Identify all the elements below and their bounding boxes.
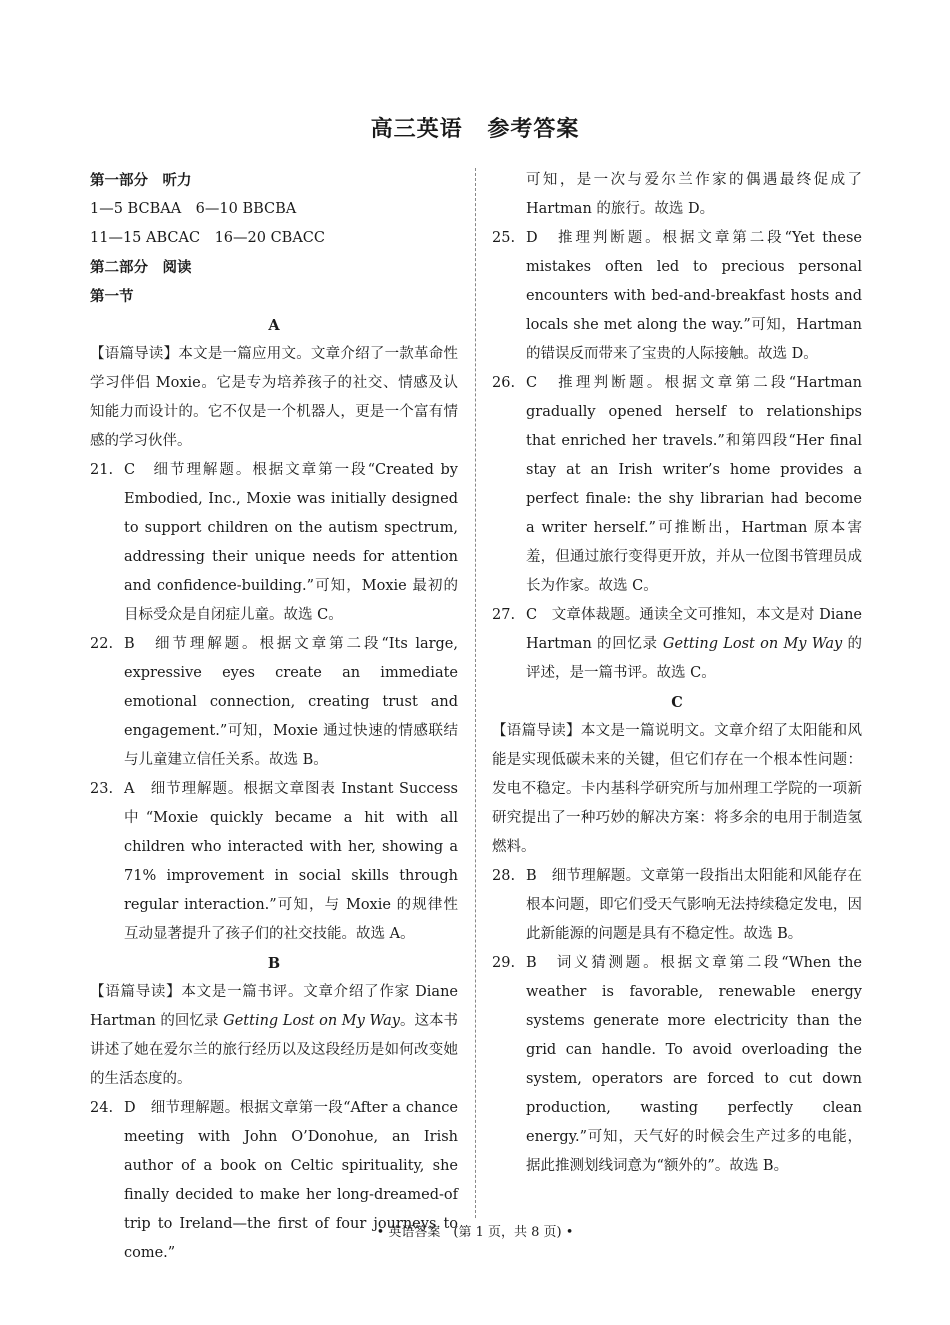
question-answer: C 推理判断题。根据文章第二段“Hartman gradually opened herself to relationships that enriched her travels.”和第四段“Her final stay at an Irish writer’s home provides a perfect finale: the shy librarian had become a writer herself.”可推断出，Hartman 原本害羞，但通过旅行变得更开放，并从一位图书管理员成长为作家。故选 C。 [526, 375, 862, 594]
question-number: 27. [492, 607, 516, 623]
page-title [0, 112, 950, 143]
passage-c-heading: C [671, 694, 683, 711]
question-answer: D 推理判断题。根据文章第二段“Yet these mistakes often led to precious personal encounters with bed-and-breakfast hosts and locals she met along the way.”可知，Hartman 的错误反而带来了宝贵的人际接触。故选 D。 [526, 230, 862, 362]
passage-c-intro: 【语篇导读】本文是一篇说明文。文章介绍了太阳能和风能是实现低碳未来的关键，但它们存在一个根本性问题：发电不稳定。卡内基科学研究所与加州理工学院的一项新研究提出了一种巧妙的解决方案：将多余的电用于制造氢燃料。 [492, 723, 862, 855]
listening-answers-1: 1—5 BCBAA 6—10 BBCBA [90, 201, 297, 217]
passage-a-intro: 【语篇导读】本文是一篇应用文。文章介绍了一款革命性学习伴侣 Moxie。它是专为培养孩子的社交、情感及认知能力而设计的。它不仅是一个机器人，更是一个富有情感的学习伙伴。 [90, 346, 458, 449]
question-27 [492, 601, 862, 688]
passage-b-intro [90, 978, 458, 1094]
question-28 [492, 862, 862, 949]
listening-answers-2: 11—15 ABCAC 16—20 CBACC [90, 230, 325, 246]
right-column [492, 166, 862, 1181]
question-number: 24. [90, 1100, 114, 1116]
column-divider [475, 168, 476, 1218]
part2-heading: 第二部分 阅读 [90, 259, 192, 276]
intro-text: 。这本书讲述了她在爱尔兰的旅行经历以及这段经历是如何改变她的生活态度的。 [90, 1013, 459, 1087]
question-number: 28. [492, 868, 516, 884]
question-number: 26. [492, 375, 516, 391]
book-title: Getting Lost on My Way [662, 636, 843, 652]
question-25 [492, 224, 862, 369]
question-answer: A 细节理解题。根据文章图表 Instant Success 中“Moxie quickly became a hit with all children who interacted with her, showing a 71% improvement in social skills through regular interaction.”可知，与 Moxie 的规律性互动显著提升了孩子们的社交技能。故选 A。 [124, 781, 458, 942]
page-footer: • 英语答案 (第 1 页，共 8 页) • [376, 1225, 574, 1240]
question-number: 22. [90, 636, 114, 652]
title-subject: 高三英语 [370, 116, 463, 142]
question-24 [90, 1094, 458, 1268]
question-21 [90, 456, 458, 630]
question-24-continued: 可知，是一次与爱尔兰作家的偶遇最终促成了 Hartman 的旅行。故选 D。 [526, 172, 862, 217]
question-answer: C 细节理解题。根据文章第一段“Created by Embodied, Inc., Moxie was initially designed to support children on the autism spectrum, addressing their unique needs for attention and confidence-building.”可知，Moxie 最初的目标受众是自闭症儿童。故选 C。 [124, 462, 458, 623]
part1-heading: 第一部分 听力 [90, 172, 192, 189]
question-answer: B 细节理解题。根据文章第二段“Its large, expressive eyes create an immediate emotional connection, creating trust and engagement.”可知，Moxie 通过快速的情感联结与儿童建立信任关系。故选 B。 [124, 636, 458, 768]
question-answer: B 词义猜测题。根据文章第二段“When the weather is favorable, renewable energy systems generate more electricity than the grid can handle. To avoid overloading the system, operators are forced to cut down production, wasting perfectly clean energy.”可知，天气好的时候会生产过多的电能，据此推测划线词意为“额外的”。故选 B。 [526, 955, 862, 1174]
question-answer: B 细节理解题。文章第一段指出太阳能和风能存在根本问题，即它们受天气影响无法持续稳定发电，因此新能源的问题是具有不稳定性。故选 B。 [526, 868, 862, 942]
answer-text: 的评述，是一篇书评。故选 C。 [526, 636, 862, 681]
passage-b-heading: B [267, 955, 281, 972]
question-number: 21. [90, 462, 114, 478]
question-23 [90, 775, 458, 949]
left-column [90, 166, 458, 1268]
question-answer [526, 601, 862, 688]
intro-text: 【语篇导读】本文是一篇书评。文章介绍了作家 Diane Hartman 的回忆录 [90, 984, 458, 1029]
answer-text: C 文章体裁题。通读全文可推知，本文是对 Diane Hartman 的回忆录 [526, 607, 862, 652]
passage-a-heading: A [268, 317, 280, 334]
question-22 [90, 630, 458, 775]
title-doc: 参考答案 [487, 116, 580, 142]
book-title: Getting Lost on My Way [223, 1013, 400, 1029]
question-answer: D 细节理解题。根据文章第一段“After a chance meeting with John O’Donohue, an Irish author of a book on Celtic spirituality, she finally decided to make her long-dreamed-of trip to Ireland—the first of four journeys to come.” [124, 1100, 458, 1261]
question-26 [492, 369, 862, 601]
question-number: 29. [492, 955, 516, 971]
question-number: 25. [492, 230, 516, 246]
question-29 [492, 949, 862, 1181]
question-number: 23. [90, 781, 114, 797]
section1-heading: 第一节 [90, 288, 134, 305]
